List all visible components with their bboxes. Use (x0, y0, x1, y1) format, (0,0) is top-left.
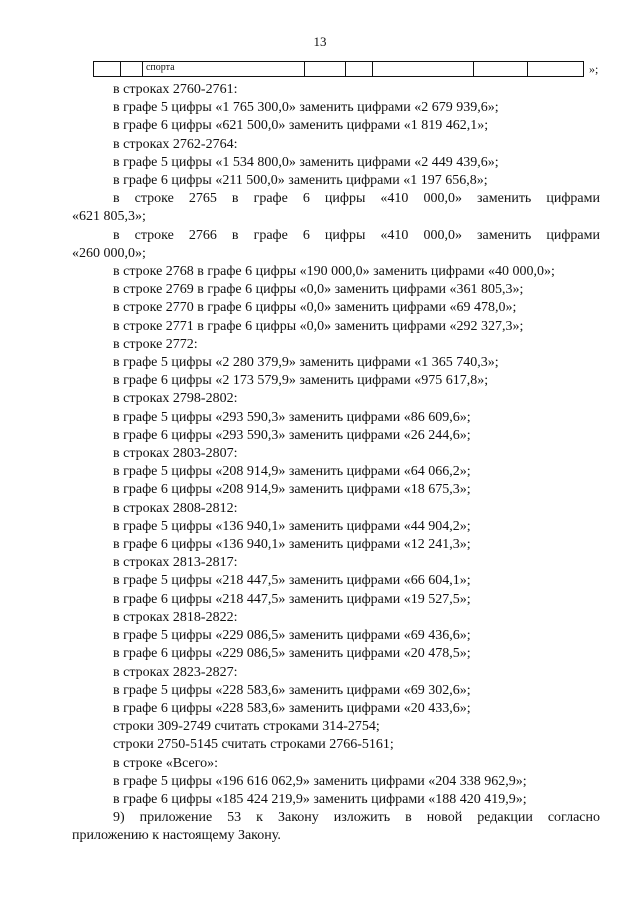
text-line: в графе 6 цифры «211 500,0» заменить цифрами «1 197 656,8»; (113, 173, 488, 189)
text-line: «260 000,0»; (72, 245, 146, 261)
table-cell (473, 62, 527, 77)
text-line: в строке 2772: (113, 336, 198, 352)
text-line: в графе 6 цифры «621 500,0» заменить цифрами «1 819 462,1»; (113, 118, 489, 134)
text-line: в строке 2771 в графе 6 цифры «0,0» заменить цифрами «292 327,3»; (113, 318, 524, 334)
text-line: в строках 2818-2822: (113, 609, 238, 625)
text-line: в строках 2808-2812: (113, 500, 238, 516)
text-line: «621 805,3»; (72, 209, 146, 225)
text-line: в строке 2770 в графе 6 цифры «0,0» заменить цифрами «69 478,0»; (113, 300, 517, 316)
text-line: в графе 6 цифры «228 583,6» заменить цифрами «20 433,6»; (113, 700, 471, 716)
text-line: в строках 2762-2764: (113, 136, 238, 152)
table-fragment (93, 61, 584, 77)
text-line: в графе 6 цифры «218 447,5» заменить цифрами «19 527,5»; (113, 591, 471, 607)
text-line: в графе 6 цифры «293 590,3» заменить цифрами «26 244,6»; (113, 427, 471, 443)
text-line: в графе 5 цифры «2 280 379,9» заменить цифрами «1 365 740,3»; (113, 355, 499, 371)
text-line: в графе 5 цифры «196 616 062,9» заменить цифрами «204 338 962,9»; (113, 773, 527, 789)
text-line: в графе 5 цифры «1 765 300,0» заменить цифрами «2 679 939,6»; (113, 100, 499, 116)
text-line: 9) приложение 53 к Закону изложить в новой редакции согласно (113, 810, 600, 826)
text-line: в строках 2823-2827: (113, 664, 238, 680)
text-line: в графе 5 цифры «293 590,3» заменить цифрами «86 609,6»; (113, 409, 471, 425)
text-line: в строке 2768 в графе 6 цифры «190 000,0» заменить цифрами «40 000,0»; (113, 264, 555, 280)
text-line: строки 2750-5145 считать строками 2766-5161; (113, 737, 394, 753)
text-line: в графе 6 цифры «2 173 579,9» заменить цифрами «975 617,8»; (113, 373, 489, 389)
table-cell (346, 62, 373, 77)
text-line: в строке «Всего»: (113, 755, 218, 771)
text-line: в графе 6 цифры «136 940,1» заменить цифрами «12 241,3»; (113, 537, 471, 553)
text-line: в графе 5 цифры «228 583,6» заменить цифрами «69 302,6»; (113, 682, 471, 698)
text-line: в графе 5 цифры «208 914,9» заменить цифрами «64 066,2»; (113, 464, 471, 480)
table-cell (373, 62, 473, 77)
text-line: строки 309-2749 считать строками 314-2754; (113, 719, 380, 735)
text-line: в графе 5 цифры «218 447,5» заменить цифрами «66 604,1»; (113, 573, 471, 589)
text-line: приложению к настоящему Закону. (72, 828, 281, 844)
text-line: в строках 2803-2807: (113, 446, 238, 462)
text-line: в строке 2765 в графе 6 цифры «410 000,0» заменить цифрами (113, 191, 600, 207)
table-cell (94, 62, 121, 77)
amendment-text (72, 81, 600, 846)
text-line: в графе 6 цифры «208 914,9» заменить цифрами «18 675,3»; (113, 482, 471, 498)
table-cell: спорта (142, 62, 304, 77)
text-line: в строках 2760-2761: (113, 82, 238, 97)
table-cell (304, 62, 346, 77)
text-line: в графе 5 цифры «136 940,1» заменить цифрами «44 904,2»; (113, 518, 471, 534)
text-line: в графе 6 цифры «229 086,5» заменить цифрами «20 478,5»; (113, 646, 471, 662)
text-line: в строках 2813-2817: (113, 555, 238, 571)
table-cell (120, 62, 142, 77)
text-line: в строке 2769 в графе 6 цифры «0,0» заменить цифрами «361 805,3»; (113, 282, 524, 298)
text-line: в строках 2798-2802: (113, 391, 238, 407)
table-row (94, 62, 584, 77)
text-line: в графе 5 цифры «1 534 800,0» заменить цифрами «2 449 439,6»; (113, 154, 499, 170)
table-closing-quote: »; (589, 62, 599, 76)
table-cell (527, 62, 583, 77)
page-number: 13 (313, 34, 327, 49)
text-line: в строке 2766 в графе 6 цифры «410 000,0» заменить цифрами (113, 227, 600, 243)
text-line: в графе 5 цифры «229 086,5» заменить цифрами «69 436,6»; (113, 628, 471, 644)
text-line: в графе 6 цифры «185 424 219,9» заменить цифрами «188 420 419,9»; (113, 791, 527, 807)
